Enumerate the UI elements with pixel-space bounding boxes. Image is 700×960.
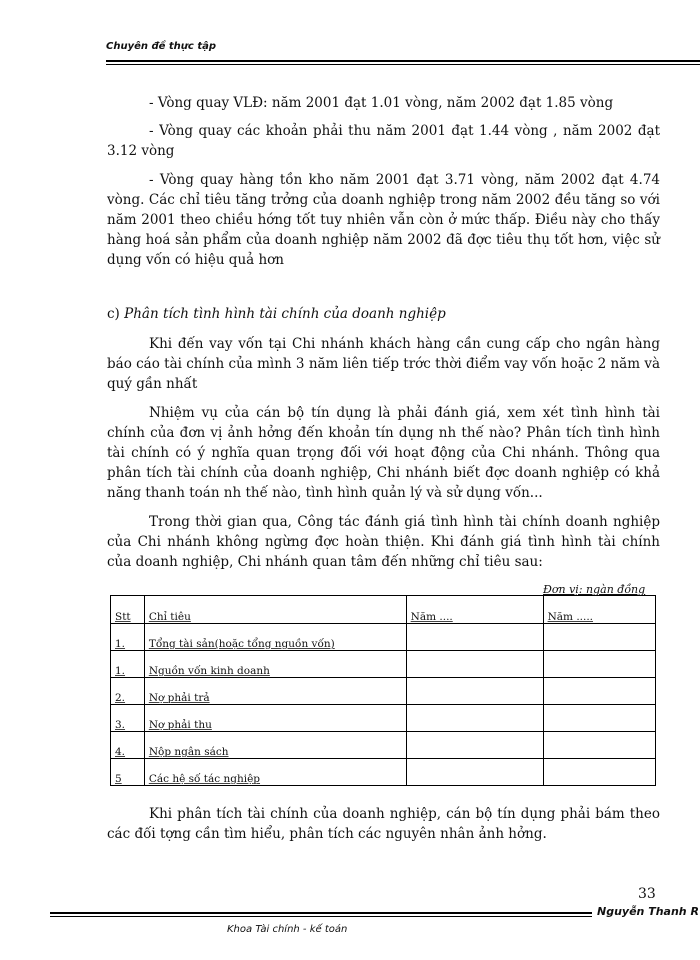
indicators-table (110, 595, 656, 786)
section-heading (107, 306, 446, 322)
header-rule (106, 60, 700, 62)
department-name: Khoa Tài chính - kế toán (227, 924, 348, 935)
footer-rule (50, 912, 592, 914)
row-stt: 3. (111, 705, 145, 732)
header-rule-thin (106, 64, 700, 65)
table-row (111, 678, 656, 705)
paragraph-3: - Vòng quay hàng tồn kho năm 2001 đạt 3.71 vòng, năm 2002 đạt 4.74 vòng. Các chỉ tiêu tăng trởng của doanh nghiệp trong năm 2002 đều tăng so với năm 2001 theo chiều hớng tốt tuy nhiên vẫn còn ở mức thấp. Điều này cho thấy hàng hoá sản phẩm của doanh nghiệp năm 2002 đã đợc tiêu thụ tốt hơn, việc sử dụng vốn có hiệu quả hơn (107, 172, 660, 268)
row-stt: 1. (111, 624, 145, 651)
row-value (543, 624, 655, 651)
paragraph-1: - Vòng quay VLĐ: năm 2001 đạt 1.01 vòng, năm 2002 đạt 1.85 vòng (149, 95, 614, 111)
row-name: Nguồn vốn kinh doanh (144, 651, 406, 678)
row-value (406, 705, 543, 732)
paragraph-6: Trong thời gian qua, Công tác đánh giá tình hình tài chính doanh nghiệp của Chi nhánh không ngừng đợc hoàn thiện. Khi đánh giá tình hình tài chính của doanh nghiệp, Chi nhánh quan tâm đến những chỉ tiêu sau: (107, 514, 660, 570)
row-stt: 2. (111, 678, 145, 705)
row-stt: 1. (111, 651, 145, 678)
table-row (111, 705, 656, 732)
table-header-row (111, 596, 656, 624)
row-value (406, 732, 543, 759)
author-name: Nguyễn Thanh R (597, 905, 699, 918)
row-value (406, 678, 543, 705)
header-cell: Năm ..... (543, 596, 655, 624)
paragraph-4: Khi đến vay vốn tại Chi nhánh khách hàng cần cung cấp cho ngân hàng báo cáo tài chính của mình 3 năm liên tiếp trớc thời điểm vay vốn hoặc 2 năm và quý gần nhất (107, 336, 660, 392)
header-cell: Stt (111, 596, 145, 624)
row-value (543, 732, 655, 759)
section-prefix: c) (107, 306, 120, 322)
row-name: Tổng tài sản(hoặc tổng nguồn vốn) (144, 624, 406, 651)
paragraph-7: Khi phân tích tài chính của doanh nghiệp, cán bộ tín dụng phải bám theo các đối tợng cần tìm hiểu, phân tích các nguyên nhân ảnh hởng. (107, 806, 660, 842)
header-cell: Chỉ tiêu (144, 596, 406, 624)
table-row (111, 759, 656, 786)
table-row (111, 624, 656, 651)
row-value (543, 651, 655, 678)
table-row (111, 732, 656, 759)
section-title: Phân tích tình hình tài chính của doanh nghiệp (124, 306, 446, 322)
page-number: 33 (638, 886, 656, 902)
paragraph-2: - Vòng quay các khoản phải thu năm 2001 đạt 1.44 vòng , năm 2002 đạt 3.12 vòng (107, 123, 660, 159)
table-unit: Đơn vị: ngàn đồng (543, 583, 646, 596)
row-value (406, 759, 543, 786)
footer-rule-thin (50, 916, 592, 917)
running-header: Chuyên đề thực tập (106, 41, 217, 52)
row-stt: 4. (111, 732, 145, 759)
row-value (406, 624, 543, 651)
row-name: Nợ phải thu (144, 705, 406, 732)
row-name: Các hệ số tác nghiệp (144, 759, 406, 786)
row-name: Nợ phải trả (144, 678, 406, 705)
row-value (406, 651, 543, 678)
row-value (543, 759, 655, 786)
table-row (111, 651, 656, 678)
row-value (543, 705, 655, 732)
header-cell: Năm .... (406, 596, 543, 624)
row-value (543, 678, 655, 705)
row-name: Nộp ngân sách (144, 732, 406, 759)
paragraph-5: Nhiệm vụ của cán bộ tín dụng là phải đánh giá, xem xét tình hình tài chính của đơn vị ảnh hởng đến khoản tín dụng nh thế nào? Phân tích tình hình tài chính có ý nghĩa quan trọng đối với hoạt động của Chi nhánh. Thông qua phân tích tài chính của doanh nghiệp, Chi nhánh biết đợc doanh nghiệp có khả năng thanh toán nh thế nào, tình hình quản lý và sử dụng vốn... (107, 405, 660, 501)
row-stt: 5 (111, 759, 145, 786)
